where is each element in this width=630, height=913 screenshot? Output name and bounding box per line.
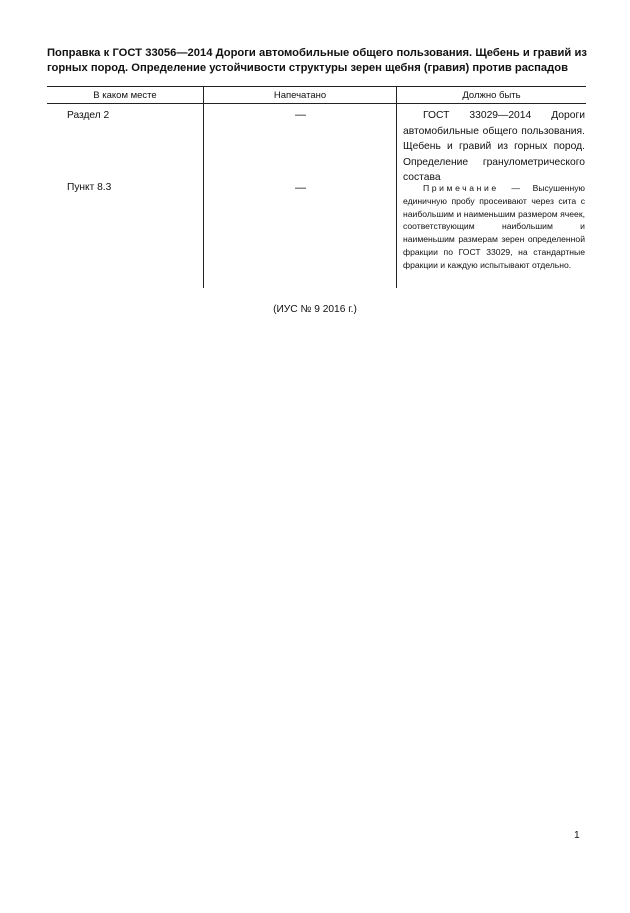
row1-should-be: ГОСТ 33029—2014 Дороги автомобильные общего пользования. Щебень и гравий из горных пород. Определение гранулометрического состава	[403, 110, 585, 183]
page-number: 1	[574, 830, 580, 841]
table-header-rule	[47, 103, 586, 104]
row2-printed: —	[295, 182, 306, 194]
header-printed: Напечатано	[273, 90, 327, 101]
note-text: — Высушенную единичную пробу просеивают через сита с наибольшим и наименьшим размером ячеек, соответствующим наибольшим и наименьшим размерам зерен определенной фракции по ГОСТ 33029, на стандартные фракции и каждую испытывают отдельно.	[403, 183, 585, 270]
row2-should-be	[403, 182, 585, 272]
row1-printed: —	[295, 109, 306, 121]
row2-place: Пункт 8.3	[67, 182, 112, 193]
header-should-be: Должно быть	[462, 90, 521, 101]
source-note: (ИУС № 9 2016 г.)	[273, 304, 357, 315]
amendment-table	[47, 86, 586, 288]
header-place: В каком месте	[93, 90, 157, 101]
table-top-rule	[47, 86, 586, 87]
amendment-title: Поправка к ГОСТ 33056—2014 Дороги автомобильные общего пользования. Щебень и гравий из горных пород. Определение устойчивости структуры зерен щебня (гравия) против распадов	[47, 47, 587, 74]
row1-place: Раздел 2	[67, 110, 110, 121]
note-label: Примечание	[423, 183, 499, 193]
